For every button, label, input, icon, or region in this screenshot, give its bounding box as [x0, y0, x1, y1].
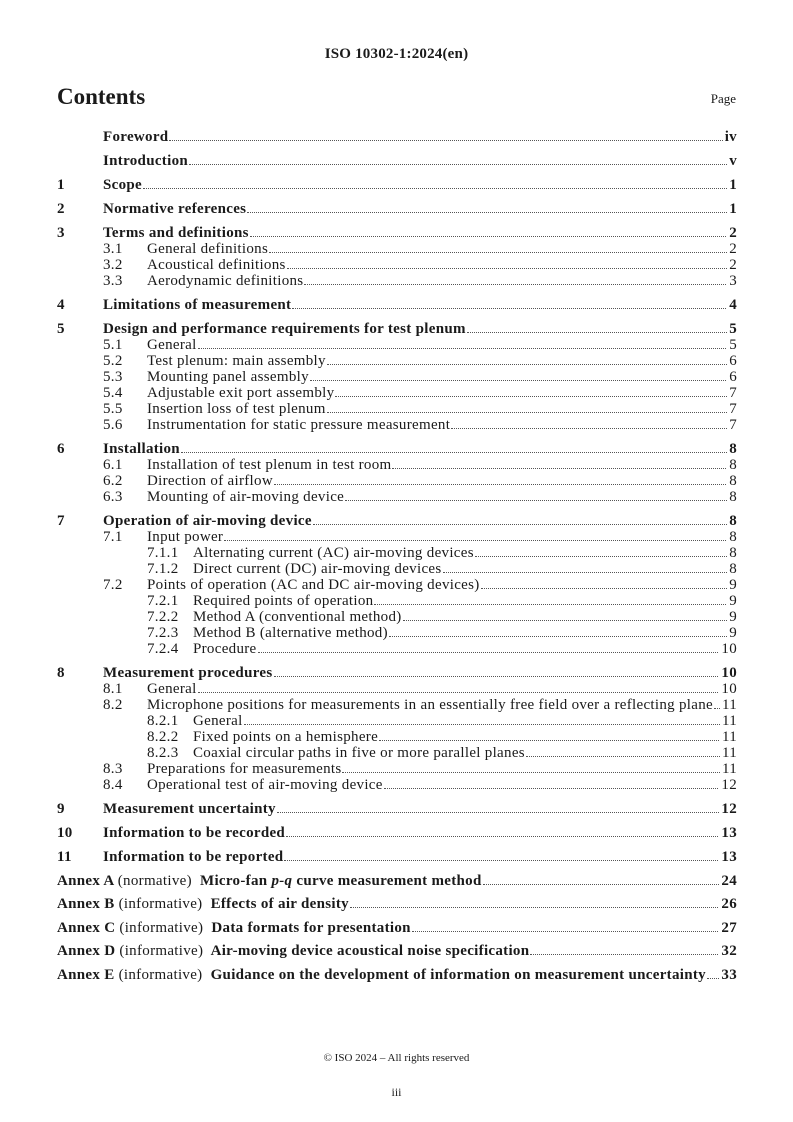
toc-entry-number: 7.2 — [103, 577, 123, 593]
toc-entry[interactable] — [57, 489, 737, 505]
toc-entry-number: 3.3 — [103, 273, 123, 289]
annex-title[interactable] — [211, 967, 706, 983]
page-column-label: Page — [710, 91, 736, 106]
toc-entry-page: 11 — [721, 729, 737, 745]
toc-entry-title[interactable] — [103, 321, 737, 337]
toc-entry-title[interactable] — [147, 577, 737, 593]
toc-entry-title[interactable] — [193, 561, 737, 577]
toc-entry-title[interactable] — [193, 641, 737, 657]
toc-entry-number: 2 — [57, 201, 65, 217]
toc-entry[interactable] — [57, 273, 737, 289]
toc-entry-title-text[interactable]: Foreword — [103, 129, 169, 145]
toc-entry-title-text[interactable]: Operational test of air-moving device — [147, 777, 383, 793]
toc-entry-title[interactable] — [103, 297, 737, 313]
toc-entry-title-text[interactable]: Input power — [147, 529, 224, 545]
toc-entry-title[interactable] — [147, 489, 737, 505]
toc-entry-title[interactable] — [147, 697, 737, 713]
toc-entry[interactable] — [57, 457, 737, 473]
toc-entry-title-text[interactable]: Direct current (DC) air-moving devices — [193, 561, 442, 577]
toc-entry-title-text[interactable]: Design and performance requirements for test plenum — [103, 321, 466, 337]
toc-entry-page: 2 — [729, 225, 737, 241]
toc-entry-title[interactable] — [147, 401, 737, 417]
toc-entry[interactable] — [57, 401, 737, 417]
toc-entry-title[interactable] — [193, 609, 737, 625]
toc-entry-title-text[interactable]: Aerodynamic definitions — [147, 273, 304, 289]
toc-entry-number: 8 — [57, 665, 65, 681]
toc-entry-number: 6.2 — [103, 473, 123, 489]
toc-entry-title-text[interactable]: Normative references — [103, 201, 247, 217]
toc-entry-page: 6 — [729, 369, 737, 385]
toc-annex-entry[interactable] — [57, 896, 737, 912]
toc-entry-title-text[interactable]: Points of operation (AC and DC air-moving devices) — [147, 577, 480, 593]
toc-entry-page: 27 — [721, 919, 737, 936]
toc-entry-title-text[interactable]: Information to be reported — [103, 849, 284, 865]
toc-entry-title-text[interactable]: Acoustical definitions — [147, 257, 286, 273]
annex-title-italic: p-q — [271, 872, 293, 889]
toc-entry-title-text[interactable]: Scope — [103, 177, 142, 193]
toc-entry-number: 5.4 — [103, 385, 123, 401]
page-number: iii — [391, 1085, 402, 1099]
toc-entry-title-text[interactable]: General — [147, 681, 197, 697]
toc-entry-title[interactable] — [193, 713, 737, 729]
toc-entry-number: 4 — [57, 297, 65, 313]
toc-entry[interactable] — [57, 729, 737, 745]
toc-entry-number: 3.1 — [103, 241, 123, 257]
toc-entry-title-text[interactable]: Installation of test plenum in test room — [147, 457, 392, 473]
toc-entry-page: 12 — [721, 777, 737, 793]
toc-entry-page: 9 — [729, 625, 737, 641]
annex-label: Annex B — [57, 896, 115, 912]
toc-entry-number: 6 — [57, 441, 65, 457]
toc-entry-title-text[interactable]: Measurement uncertainty — [103, 801, 276, 817]
toc-entry[interactable] — [57, 641, 737, 657]
toc-entry[interactable] — [57, 697, 737, 713]
toc-entry-title-text[interactable]: Installation — [103, 441, 180, 457]
toc-entry-title[interactable] — [193, 745, 737, 761]
toc-entry-number — [57, 153, 103, 169]
toc-entry[interactable] — [57, 129, 737, 145]
toc-entry-title[interactable] — [57, 967, 737, 983]
toc-entry-title[interactable] — [147, 241, 737, 257]
annex-kind: (informative) — [119, 919, 204, 936]
toc-entry-page: 8 — [729, 529, 737, 545]
toc-entry[interactable] — [57, 545, 737, 561]
toc-entry[interactable] — [57, 177, 737, 193]
toc-entry-page: 7 — [729, 401, 737, 417]
toc-entry-page: 1 — [729, 177, 737, 193]
toc-entry-number: 5.6 — [103, 417, 123, 433]
toc-entry[interactable] — [57, 441, 737, 457]
document-header: ISO 10302-1:2024(en) — [324, 46, 469, 62]
toc-entry-title-text[interactable]: General — [147, 337, 197, 353]
toc-entry-page: 2 — [729, 241, 737, 257]
toc-entry-number: 8.2 — [103, 697, 123, 713]
toc-entry[interactable] — [57, 801, 737, 817]
toc-entry[interactable] — [57, 513, 737, 529]
toc-entry-title[interactable] — [103, 849, 737, 865]
toc-entry-page: 2 — [729, 257, 737, 273]
toc-entry-page: 9 — [729, 593, 737, 609]
toc-entry-title-text[interactable]: Preparations for measurements — [147, 761, 342, 777]
annex-title-text: Micro-fan — [199, 872, 272, 889]
toc-entry-title[interactable] — [147, 529, 737, 545]
toc-entry-number: 7 — [57, 513, 65, 529]
toc-entry-title[interactable] — [147, 417, 737, 433]
toc-entry-page: 13 — [721, 849, 737, 865]
page-title: Contents — [57, 84, 146, 109]
toc-entry[interactable] — [57, 681, 737, 697]
annex-label: Annex E — [57, 966, 115, 983]
annex-title[interactable] — [211, 896, 349, 912]
toc-entry-number: 7.2.4 — [147, 641, 179, 657]
toc-entry-title[interactable] — [193, 729, 737, 745]
annex-title[interactable] — [200, 873, 482, 889]
toc-entry-title-text[interactable]: Information to be recorded — [103, 825, 286, 841]
toc-entry-page: 3 — [729, 273, 737, 289]
toc-entry-title[interactable] — [103, 825, 737, 841]
toc-entry-number: 7.2.2 — [147, 609, 179, 625]
annex-kind: (informative) — [118, 966, 203, 983]
toc-entry-page: 6 — [729, 353, 737, 369]
toc-entry-title[interactable] — [147, 457, 737, 473]
toc-entry-number: 6.1 — [103, 457, 123, 473]
toc-entry-title-text[interactable]: Coaxial circular paths in five or more parallel planes — [193, 745, 525, 761]
toc-entry-page: 5 — [729, 337, 737, 353]
toc-entry-title-text[interactable]: Terms and definitions — [103, 225, 249, 241]
annex-title[interactable] — [211, 943, 530, 959]
toc-entry-number: 8.2.3 — [147, 745, 179, 761]
toc-entry-number: 5.1 — [103, 337, 123, 353]
toc-entry-page: 7 — [729, 417, 737, 433]
toc-entry-title[interactable] — [103, 665, 737, 681]
toc-entry[interactable] — [57, 201, 737, 217]
toc-entry-page: 10 — [721, 681, 737, 697]
toc-entry-title-text[interactable]: Introduction — [103, 153, 189, 169]
toc-entry[interactable] — [57, 577, 737, 593]
toc-entry-title[interactable] — [103, 801, 737, 817]
toc-entry[interactable] — [57, 593, 737, 609]
annex-label: Annex D — [57, 943, 116, 959]
toc-entry-number: 8.2.2 — [147, 729, 179, 745]
toc-entry[interactable] — [57, 529, 737, 545]
toc-entry-title-text[interactable]: Fixed points on a hemisphere — [193, 729, 379, 745]
annex-kind: (informative) — [119, 943, 204, 959]
annex-title-text: Data formats for presentation — [211, 919, 411, 936]
toc-entry-page: 8 — [729, 473, 737, 489]
toc-entry-page: 8 — [729, 561, 737, 577]
annex-title-text: Guidance on the development of information on measurement uncertainty — [210, 966, 706, 983]
toc-entry-title[interactable] — [57, 943, 737, 959]
toc-entry-page: 11 — [721, 745, 737, 761]
toc-entry-number: 7.2.3 — [147, 625, 179, 641]
annex-title[interactable] — [211, 920, 410, 936]
toc-entry-page: 8 — [729, 513, 737, 529]
toc-entry[interactable] — [57, 417, 737, 433]
toc-entry-number: 7.1.2 — [147, 561, 179, 577]
toc-entry-title-text[interactable]: Measurement procedures — [103, 665, 273, 681]
toc-entry-number: 10 — [57, 825, 73, 841]
toc-entry-title[interactable] — [147, 353, 737, 369]
toc-entry-title-text[interactable]: Procedure — [193, 641, 257, 657]
toc-entry-title-text[interactable]: Insertion loss of test plenum — [147, 401, 326, 417]
toc-entry-number: 7.2.1 — [147, 593, 179, 609]
toc-annex-entry[interactable] — [57, 920, 737, 936]
toc-entry-page: iv — [724, 129, 737, 145]
toc-entry[interactable] — [57, 353, 737, 369]
toc-entry-number: 5.5 — [103, 401, 123, 417]
toc-entry-title[interactable] — [147, 681, 737, 697]
toc-entry-page: 12 — [721, 801, 737, 817]
toc-entry-title[interactable] — [103, 225, 737, 241]
toc-entry-number: 11 — [57, 849, 72, 865]
toc-entry-title-text[interactable]: General — [193, 713, 243, 729]
toc-entry[interactable] — [57, 745, 737, 761]
toc-entry-title[interactable] — [193, 545, 737, 561]
toc-entry[interactable] — [57, 297, 737, 313]
toc-entry[interactable] — [57, 609, 737, 625]
annex-label: Annex A — [57, 872, 114, 889]
toc-entry-title[interactable] — [193, 593, 737, 609]
toc-entry-number: 5.2 — [103, 353, 123, 369]
toc-entry-number: 8.4 — [103, 777, 123, 793]
toc-entry[interactable] — [57, 369, 737, 385]
toc-entry[interactable] — [57, 473, 737, 489]
toc-entry-title[interactable] — [57, 896, 737, 912]
toc-entry-title-text[interactable]: Method B (alternative method) — [193, 625, 388, 641]
toc-entry-number: 8.2.1 — [147, 713, 179, 729]
toc-entry-title[interactable] — [147, 273, 737, 289]
toc-entry-page: 26 — [721, 896, 737, 912]
toc-entry-title[interactable] — [103, 153, 737, 169]
toc-entry-page: 8 — [729, 489, 737, 505]
annex-label: Annex C — [57, 919, 116, 936]
toc-entry-page: 11 — [721, 713, 737, 729]
toc-entry-title[interactable] — [103, 177, 737, 193]
toc-entry[interactable] — [57, 153, 737, 169]
toc-entry[interactable] — [57, 777, 737, 793]
toc-entry-title-text[interactable]: Required points of operation — [193, 593, 374, 609]
toc-entry-title-text[interactable]: Mounting panel assembly — [147, 369, 309, 385]
toc-entry-number: 3.2 — [103, 257, 123, 273]
toc-entry-title[interactable] — [57, 920, 737, 936]
toc-entry-page: 24 — [721, 872, 737, 889]
toc-entry-title[interactable] — [103, 441, 737, 457]
toc-entry-number: 7.1 — [103, 529, 123, 545]
toc-entry-page: v — [729, 153, 737, 169]
toc-entry-title[interactable] — [147, 777, 737, 793]
toc-entry-title[interactable] — [103, 129, 737, 145]
toc-entry-page: 11 — [721, 697, 737, 713]
toc-entry[interactable] — [57, 849, 737, 865]
toc-entry-number: 1 — [57, 177, 65, 193]
toc-entry-page: 1 — [729, 201, 737, 217]
toc-entry[interactable] — [57, 225, 737, 241]
annex-title-text: curve measurement method — [292, 872, 482, 889]
toc-entry-page: 8 — [729, 545, 737, 561]
toc-entry-number: 5 — [57, 321, 65, 337]
toc-entry[interactable] — [57, 337, 737, 353]
toc-entry-title[interactable] — [147, 257, 737, 273]
toc-entry[interactable] — [57, 625, 737, 641]
toc-entry-number: 7.1.1 — [147, 545, 179, 561]
toc-entry-page: 5 — [729, 321, 737, 337]
toc-entry-number: 5.3 — [103, 369, 123, 385]
toc-entry-title[interactable] — [147, 761, 737, 777]
toc-entry-title-text[interactable]: Instrumentation for static pressure measurement — [147, 417, 451, 433]
toc-entry-title-text[interactable]: General definitions — [147, 241, 269, 257]
toc-entry-page: 13 — [721, 825, 737, 841]
toc-entry-title-text[interactable]: Mounting of air-moving device — [147, 489, 345, 505]
toc-entry-title[interactable] — [147, 473, 737, 489]
toc-entry[interactable] — [57, 241, 737, 257]
toc-entry-title-text[interactable]: Adjustable exit port assembly — [147, 385, 335, 401]
toc-entry[interactable] — [57, 761, 737, 777]
toc-entry-number: 9 — [57, 801, 65, 817]
toc-entry[interactable] — [57, 713, 737, 729]
toc-entry-page: 8 — [729, 457, 737, 473]
toc-entry-page: 11 — [721, 761, 737, 777]
toc-entry[interactable] — [57, 665, 737, 681]
table-of-contents — [57, 129, 737, 983]
toc-entry[interactable] — [57, 257, 737, 273]
toc-entry-page: 10 — [721, 641, 737, 657]
toc-entry[interactable] — [57, 385, 737, 401]
toc-entry-page: 32 — [721, 943, 737, 959]
annex-title-text: Air-moving device acoustical noise specification — [210, 943, 530, 959]
toc-entry-number: 6.3 — [103, 489, 123, 505]
toc-entry-number: 8.1 — [103, 681, 123, 697]
toc-entry-number: 8.3 — [103, 761, 123, 777]
toc-entry-title-text[interactable]: Microphone positions for measurements in an essentially free field over a reflecting plane — [147, 697, 713, 713]
toc-entry-page: 7 — [729, 385, 737, 401]
toc-entry[interactable] — [57, 321, 737, 337]
annex-kind: (informative) — [118, 896, 203, 912]
toc-annex-entry[interactable] — [57, 943, 737, 959]
annex-kind: (normative) — [117, 872, 192, 889]
toc-entry-title[interactable] — [147, 385, 737, 401]
copyright-footer: © ISO 2024 – All rights reserved — [323, 1052, 470, 1064]
toc-entry-page: 33 — [721, 966, 737, 983]
toc-entry-page: 4 — [729, 297, 737, 313]
toc-entry-title-text[interactable]: Direction of airflow — [147, 473, 273, 489]
toc-entry-page: 9 — [729, 577, 737, 593]
toc-entry-title-text[interactable]: Method A (conventional method) — [193, 609, 402, 625]
toc-entry-page: 8 — [729, 441, 737, 457]
toc-entry-title[interactable] — [103, 513, 737, 529]
toc-entry-title[interactable] — [147, 337, 737, 353]
toc-entry-number — [57, 129, 103, 145]
toc-entry-title[interactable] — [147, 369, 737, 385]
toc-entry-title-text[interactable]: Limitations of measurement — [103, 297, 292, 313]
toc-entry-title-text[interactable]: Alternating current (AC) air-moving devices — [193, 545, 474, 561]
toc-entry-page: 10 — [721, 665, 737, 681]
toc-entry[interactable] — [57, 561, 737, 577]
toc-entry-number: 3 — [57, 225, 65, 241]
toc-entry-page: 9 — [729, 609, 737, 625]
annex-title-text: Effects of air density — [210, 896, 349, 912]
toc-entry-title-text[interactable]: Operation of air-moving device — [103, 513, 312, 529]
toc-entry-title-text[interactable]: Test plenum: main assembly — [147, 353, 326, 369]
toc-entry-title[interactable] — [193, 625, 737, 641]
toc-entry-title[interactable] — [57, 873, 737, 889]
toc-annex-entry[interactable] — [57, 873, 737, 889]
toc-entry-title[interactable] — [103, 201, 737, 217]
toc-annex-entry[interactable] — [57, 967, 737, 983]
toc-entry[interactable] — [57, 825, 737, 841]
